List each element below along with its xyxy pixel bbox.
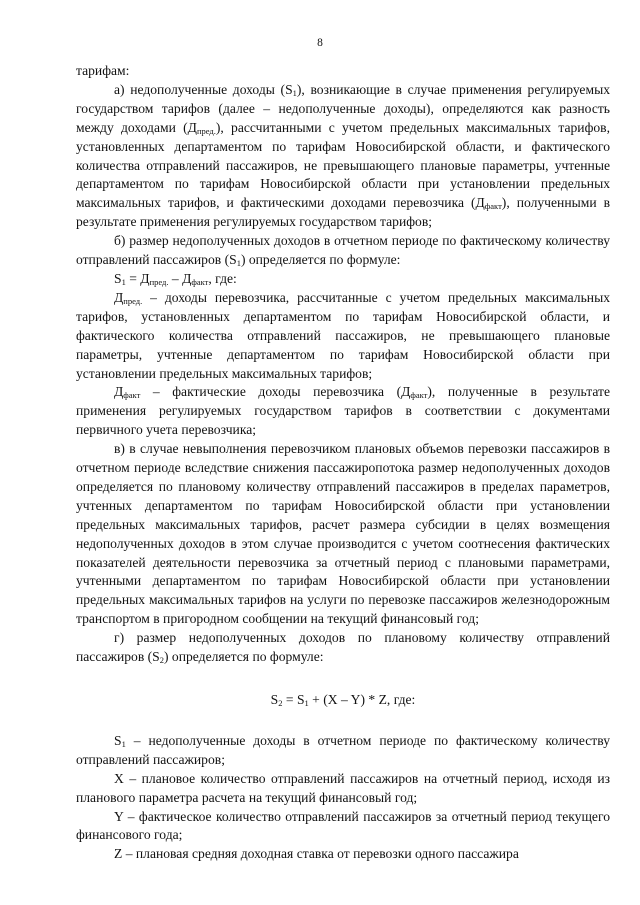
item-g-paragraph: г) размер недополученных доходов по плановому количеству отправлений пассажиров $(S_2)$ определяется по формуле: — [76, 630, 610, 666]
definition-y: Y – фактическое количество отправлений пассажиров за отчетный период текущего финансового года; — [76, 808, 610, 843]
item-b-paragraph: б) размер недополученных доходов в отчетном периоде по фактическому количеству отправлений пассажиров $(S_1)$ определяется по формуле: — [76, 233, 610, 269]
formula-s1: $S_1 = Д_{пред.} - Д_{факт}$, где: — [114, 270, 237, 287]
definition-dfakt: $Д_{факт}$ – фактические доходы перевозчика $(Д_{факт})$, полученные в результате применения регулируемых государством тарифов в соответствии с документами первичного учета перевозчика; — [76, 384, 610, 438]
definition-s1: $S_1$ – недополученные доходы в отчетном периоде по фактическому количеству отправлений пассажиров; — [76, 732, 610, 767]
definition-x: X – плановое количество отправлений пассажиров на отчетный период, исходя из планового параметра расчета на текущий финансовый год; — [76, 770, 610, 805]
item-v-paragraph: в) в случае невыполнения перевозчиком плановых объемов перевозки пассажиров в отчетном периоде вследствие снижения пассажиропотока размер недополученных доходов определяется по плановому количеству отправлений пассажиров в пределах параметров, учтенных департаментом по тарифам Новосибирской области при установлении предельных максимальных тарифов, расчет размера субсидии в целях возмещения недополученных доходов в этом случае производится с учетом соотнесения фактических показателей деятельности перевозчика за отчетный период с плановыми параметрами, учтенными департаментом по тарифам Новосибирской области при установлении предельных максимальных тарифов на услуги по перевозке пассажиров железнодорожным транспортом в пригородном сообщении на текущий финансовый год; — [76, 441, 610, 627]
item-a-paragraph: а) недополученные доходы $(S_1)$, возникающие в случае применения регулируемых государством тарифов (далее – недополученные доходы), определяются как разность между доходами $(Д_{пред.})$, рассчитанными с учетом предельных максимальных тарифов, установленных департаментом по тарифам Новосибирской области, и фактического количества отправлений пассажиров, не превышающего плановые параметры, учтенные департаментом по тарифам Новосибирской области при установлении предельных максимальных тарифов, и фактическими доходами перевозчика $(Д_{факт})$, полученными в результате применения регулируемых государством тарифов; — [76, 81, 610, 230]
page-number: 8 — [317, 37, 323, 49]
document-body — [76, 62, 610, 864]
lead-paragraph: тарифам: — [76, 63, 130, 78]
definition-dpred: $Д_{пред.}$ – доходы перевозчика, рассчитанные с учетом предельных максимальных тарифов, установленных департаментом по тарифам Новосибирской области, и фактического количества отправлений пассажиров, не превышающего плановые параметры, учтенные департаментом по тарифам Новосибирской области при установлении предельных максимальных тарифов; — [76, 289, 610, 381]
definition-z: Z – плановая средняя доходная ставка от перевозки одного пассажира — [114, 846, 519, 862]
formula-s2: $S_2 = S_1 + (X - Y) * Z$, где: — [270, 692, 416, 708]
